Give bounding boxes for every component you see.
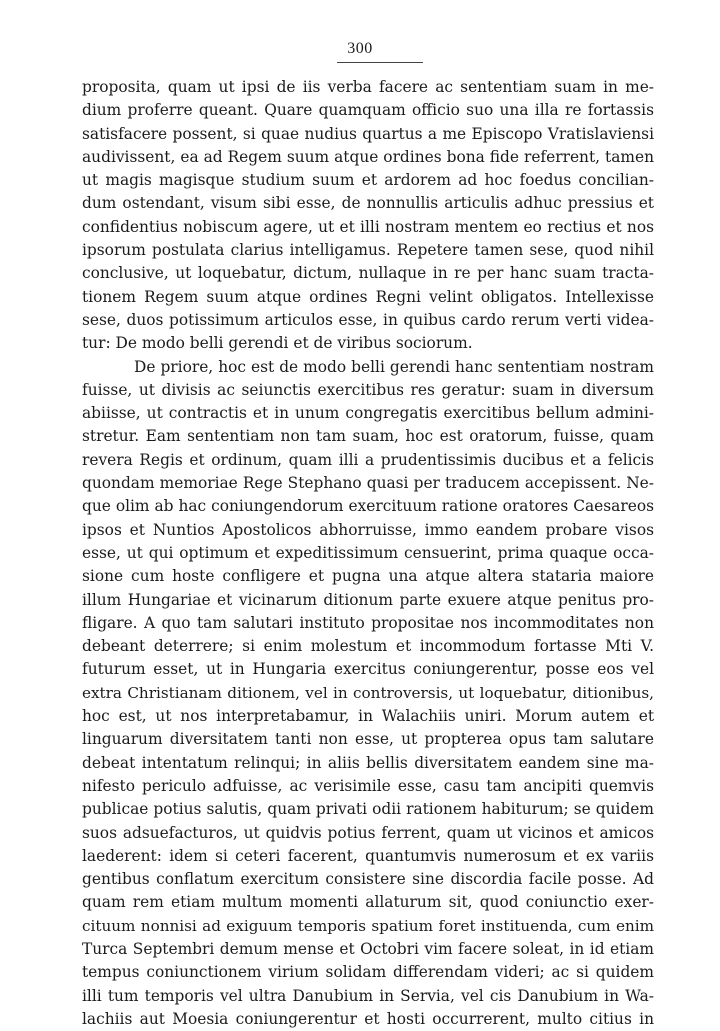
- text-line: satisfacere possent, si quae nudius quartus a me Episcopo Vratislaviensi: [82, 124, 654, 143]
- text-line: ipsos et Nuntios Apostolicos abhorruisse, immo eandem probare visos: [82, 520, 654, 539]
- text-line: quam rem etiam multum momenti allaturum sit, quod coniunctio exer-: [82, 893, 654, 912]
- text-line: laederent: idem si ceteri facerent, quantumvis numerosum et ex variis: [82, 846, 654, 865]
- text-line: linguarum diversitatem tanti non esse, ut propterea opus tam salutare: [82, 730, 654, 749]
- text-line: debeant deterrere; si enim molestum et incommodum fortasse Mti V.: [82, 637, 654, 656]
- text-line: cituum nonnisi ad exiguum temporis spatium foret instituenda, cum enim: [82, 916, 654, 935]
- text-line: hoc est, ut nos interpretabamur, in Walachiis uniri. Morum autem et: [82, 707, 654, 726]
- text-line: quondam memoriae Rege Stephano quasi per traducem accepissent. Ne-: [82, 474, 654, 493]
- text-line: nifesto periculo adfuisse, ac verisimile esse, casu tam ancipiti quemvis: [82, 776, 654, 795]
- text-line: revera Regis et ordinum, quam illi a prudentissimis ducibus et a felicis: [82, 450, 654, 469]
- text-line: suos adsuefacturos, ut quidvis potius ferrent, quam ut vicinos et amicos: [82, 823, 654, 842]
- text-line: audivissent, ea ad Regem suum atque ordines bona fide referrent, tamen: [82, 147, 654, 166]
- text-line: Turca Septembri demum mense et Octobri vim facere soleat, in id etiam: [82, 939, 654, 958]
- text-line: que olim ab hac coniungendorum exercituum ratione oratores Caesareos: [82, 497, 654, 516]
- text-line: proposita, quam ut ipsi de iis verba facere ac sententiam suam in me-: [82, 78, 654, 96]
- page-number: 300: [347, 40, 373, 57]
- page-number-rule: [337, 62, 423, 63]
- text-line: futurum esset, ut in Hungaria exercitus coniungerentur, posse eos vel: [82, 660, 654, 679]
- text-line: tionem Regem suum atque ordines Regni velint obligatos. Intellexisse: [82, 287, 654, 306]
- text-line: abiisse, ut contractis et in unum congregatis exercitibus bellum admini-: [82, 404, 654, 423]
- text-line: dum ostendant, visum sibi esse, de nonnullis articulis adhuc pressius et: [82, 194, 654, 213]
- text-line: dium proferre queant. Quare quamquam officio suo una illa re fortassis: [82, 101, 654, 120]
- text-line: tempus coniunctionem virium solidam differendam videri; ac si quidem: [82, 963, 654, 982]
- text-line: stretur. Eam sententiam non tam suam, hoc est oratorum, fuisse, quam: [82, 427, 654, 446]
- text-line: gentibus conflatum exercitum consistere sine discordia facile posse. Ad: [82, 870, 654, 889]
- text-line: De priore, hoc est de modo belli gerendi hanc sententiam nostram: [134, 357, 654, 376]
- paragraph: [82, 76, 654, 356]
- text-line: ut magis magisque studium suum et ardorem ad hoc foedus concilian-: [82, 171, 654, 190]
- text-line: illum Hungariae et vicinarum ditionum parte exuere atque penitus pro-: [82, 590, 654, 609]
- text-line: fuisse, ut divisis ac seiunctis exercitibus res geratur: suam in diversum: [82, 380, 654, 399]
- text-line: confidentius nobiscum agere, ut et illi nostram mentem eo rectius et nos: [82, 217, 654, 236]
- text-line: fligare. A quo tam salutari instituto propositae nos incommoditates non: [82, 613, 654, 632]
- text-line: conclusive, ut loquebatur, dictum, nullaque in re per hanc suam tracta-: [82, 264, 654, 283]
- text-line: debeat intentatum relinqui; in aliis bellis diversitatem eandem sine ma-: [82, 753, 654, 772]
- text-line: ipsorum postulata clarius intelligamus. Repetere tamen sese, quod nihil: [82, 241, 654, 260]
- text-line: lachiis aut Moesia coniungerentur et hosti occurrerent, multo citius in: [82, 1009, 654, 1028]
- text-line: illi tum temporis vel ultra Danubium in Servia, vel cis Danubium in Wa-: [82, 986, 654, 1005]
- text-line: publicae potius salutis, quam privati odii rationem habiturum; se quidem: [82, 800, 654, 819]
- paragraph: [82, 356, 654, 1031]
- text-body: [82, 76, 654, 1031]
- text-line: extra Christianam ditionem, vel in controversis, ut loquebatur, ditionibus,: [82, 683, 654, 702]
- text-line: tur: De modo belli gerendi et de viribus sociorum.: [82, 334, 473, 353]
- text-line: sione cum hoste confligere et pugna una atque altera stataria maiore: [82, 567, 654, 586]
- text-line: sese, duos potissimum articulos esse, in quibus cardo rerum verti videa-: [82, 310, 654, 329]
- text-line: esse, ut qui optimum et expeditissimum censuerint, prima quaque occa-: [82, 543, 654, 562]
